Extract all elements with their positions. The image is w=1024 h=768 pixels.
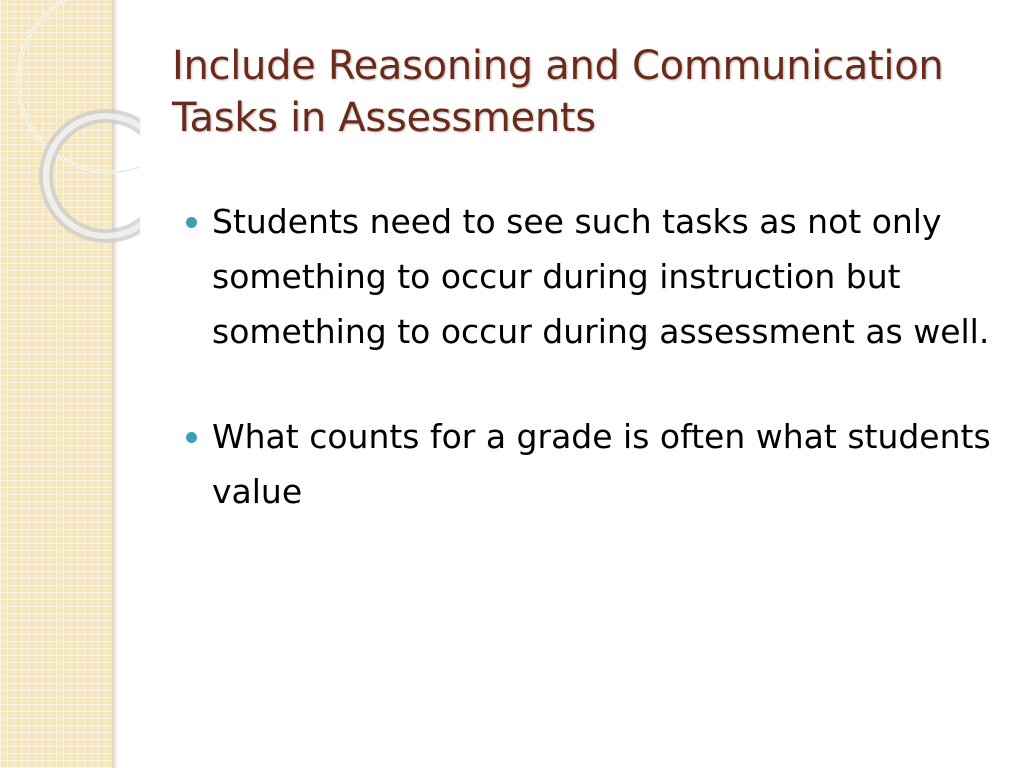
- bullet-text: Students need to see such tasks as not only something to occur during instruction but something to occur during assessment as well.: [212, 202, 990, 351]
- bullet-text: What counts for a grade is often what students value: [212, 417, 991, 511]
- bullet-dot-icon: [186, 432, 197, 443]
- bullet-item: [186, 409, 996, 519]
- slide-title: Include Reasoning and Communication Tasks in Assessments: [172, 43, 944, 141]
- bullet-list: [186, 194, 996, 569]
- bullet-dot-icon: [186, 217, 197, 228]
- ring-ornament-icon: [0, 0, 140, 260]
- bullet-item: [186, 194, 996, 359]
